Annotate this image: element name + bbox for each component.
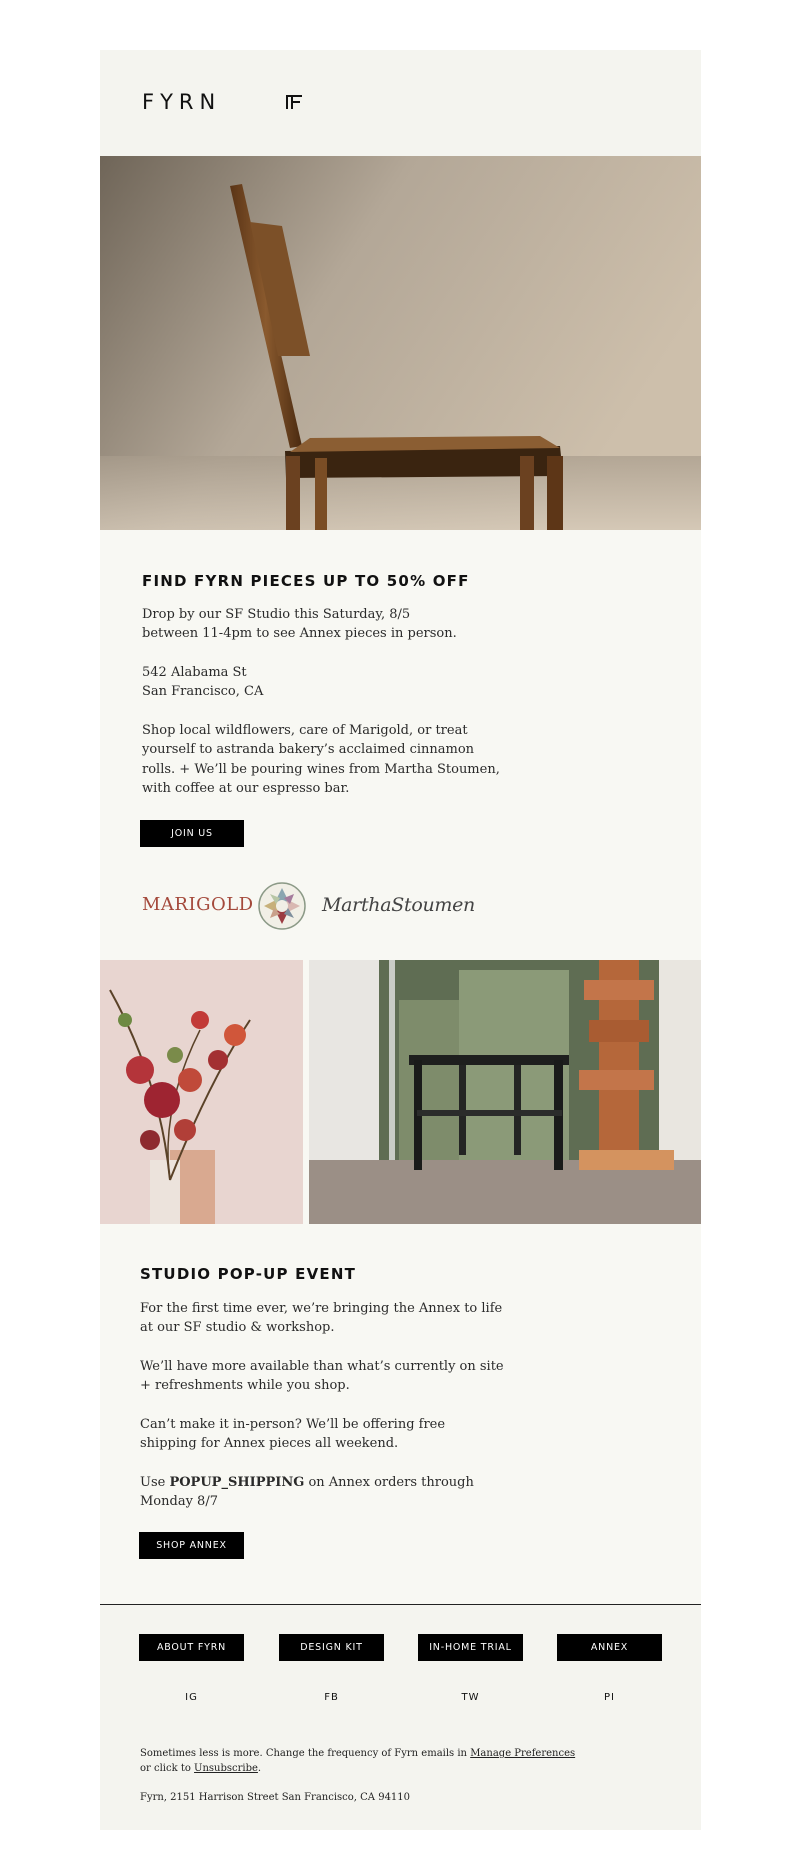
astranda-logo-icon[interactable]	[258, 882, 306, 930]
event-description-2: yourself to astranda bakery’s acclaimed cinnamon	[142, 742, 475, 757]
popup-paragraph-4b: Monday 8/7	[140, 1494, 218, 1509]
about-fyrn-button[interactable]: ABOUT FYRN	[139, 1634, 244, 1661]
unsubscribe-link[interactable]: Unsubscribe	[194, 1763, 258, 1774]
red-flowers-vase-photo	[100, 960, 303, 1224]
event-date-line2: between 11-4pm to see Annex pieces in person.	[142, 626, 457, 641]
email-header	[100, 50, 701, 156]
company-address: Fyrn, 2151 Harrison Street San Francisco, CA 94110	[140, 1792, 411, 1803]
popup-paragraph-1b: at our SF studio & workshop.	[140, 1320, 335, 1335]
event-description-1: Shop local wildflowers, care of Marigold, or treat	[142, 723, 468, 738]
promo-post: on Annex orders through	[304, 1475, 474, 1490]
popup-paragraph-2b: + refreshments while you shop.	[140, 1378, 350, 1393]
event-description-4: with coffee at our espresso bar.	[142, 781, 350, 796]
address-line2: San Francisco, CA	[142, 684, 264, 699]
address-line1: 542 Alabama St	[142, 665, 247, 680]
annex-button[interactable]: ANNEX	[557, 1634, 662, 1661]
preferences-notice	[140, 1746, 620, 1776]
in-home-trial-button[interactable]: IN-HOME TRIAL	[418, 1634, 523, 1661]
twitter-link[interactable]: TW	[461, 1692, 480, 1703]
popup-paragraph-2a: We’ll have more available than what’s currently on site	[140, 1359, 504, 1374]
promo-code: POPUP_SHIPPING	[169, 1475, 305, 1490]
marigold-logo[interactable]: MARIGOLD	[142, 894, 254, 915]
notice-text: Sometimes less is more. Change the frequency of Fyrn emails in	[140, 1748, 471, 1759]
event-description-3: rolls. + We’ll be pouring wines from Martha Stoumen,	[142, 762, 500, 777]
event-date-line1: Drop by our SF Studio this Saturday, 8/5	[142, 607, 411, 622]
martha-stoumen-logo[interactable]: MarthaStoumen	[322, 894, 475, 916]
email-footer	[100, 1605, 701, 1830]
popup-paragraph-3a: Can’t make it in-person? We’ll be offering free	[140, 1417, 446, 1432]
popup-paragraph-4a	[140, 1473, 474, 1493]
wooden-chair-photo	[100, 156, 701, 530]
popup-heading: STUDIO POP-UP EVENT	[140, 1265, 357, 1283]
popup-paragraph-1a: For the first time ever, we’re bringing the Annex to life	[140, 1301, 503, 1316]
shop-annex-button[interactable]: SHOP ANNEX	[139, 1532, 244, 1559]
join-us-button[interactable]: JOIN US	[140, 820, 244, 847]
flowers-image[interactable]	[100, 960, 303, 1224]
event-heading: FIND FYRN PIECES UP TO 50% OFF	[142, 572, 470, 590]
popup-paragraph-3b: shipping for Annex pieces all weekend.	[140, 1436, 399, 1451]
notice-period: .	[257, 1763, 262, 1774]
promo-pre: Use	[140, 1475, 170, 1490]
fyrn-monogram-icon	[286, 94, 302, 110]
design-kit-button[interactable]: DESIGN KIT	[279, 1634, 384, 1661]
email-body	[100, 50, 701, 1830]
pinterest-link[interactable]: PI	[604, 1692, 615, 1703]
fyrn-logo[interactable]: FYRN	[142, 90, 222, 114]
black-stool-garden-photo	[309, 960, 701, 1224]
hero-chair-image[interactable]	[100, 156, 701, 530]
notice-or-text: or click to	[140, 1763, 195, 1774]
facebook-link[interactable]: FB	[324, 1692, 339, 1703]
partner-logos	[140, 880, 500, 934]
instagram-link[interactable]: IG	[185, 1692, 198, 1703]
stool-image[interactable]	[309, 960, 701, 1224]
manage-preferences-link[interactable]: Manage Preferences	[470, 1748, 576, 1759]
